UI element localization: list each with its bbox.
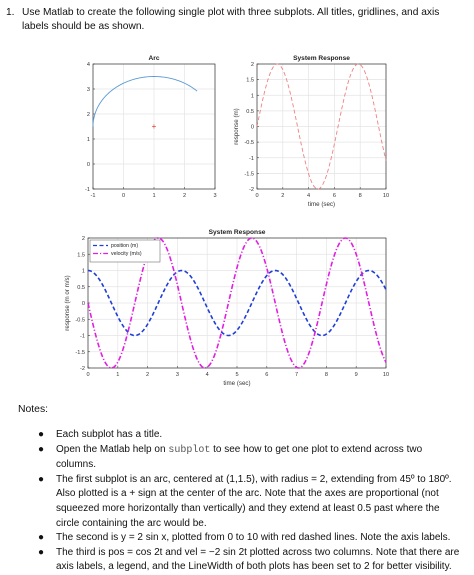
tick-label-y: 0 <box>86 162 90 168</box>
tick-label-x: 0 <box>255 193 259 199</box>
matlab-figure <box>0 48 474 396</box>
tick-label-x: 0 <box>86 372 90 378</box>
tick-label-x: -1 <box>90 193 96 199</box>
chart-title: System Response <box>208 229 266 236</box>
tick-label-y: -1 <box>80 333 85 340</box>
tick-label-y: -0.5 <box>244 140 254 147</box>
tick-label-y: 1 <box>250 93 254 100</box>
note-text: Each subplot has a title. <box>56 429 163 440</box>
legend-label: velocity (m/s) <box>111 251 142 257</box>
tick-label-x: 1 <box>152 193 156 199</box>
bullet-icon: ● <box>38 443 45 455</box>
x-axis-label: time (sec) <box>307 201 336 208</box>
subplot-system-response-wide <box>64 229 389 387</box>
tick-label-x: 4 <box>307 193 311 199</box>
note-item <box>0 428 468 443</box>
tick-label-y: -2 <box>80 366 85 372</box>
x-axis-label: time (sec) <box>223 380 251 387</box>
chart-title: Arc <box>148 55 160 62</box>
tick-label-x: 10 <box>382 193 390 199</box>
tick-label-y: 0.5 <box>77 284 85 291</box>
note-code-subplot: subplot <box>168 444 211 456</box>
tick-label-x: 8 <box>358 193 362 199</box>
tick-label-x: 1 <box>116 372 120 378</box>
tick-label-x: 8 <box>324 372 328 378</box>
bullet-icon: ● <box>38 532 45 544</box>
tick-label-y: 0 <box>250 124 254 131</box>
tick-label-y: 2 <box>250 62 254 68</box>
note-text: Open the Matlab help on <box>56 443 169 455</box>
tick-label-x: 3 <box>175 372 179 378</box>
y-axis-label: response (m or m/s) <box>64 275 71 331</box>
tick-label-x: 2 <box>182 193 187 199</box>
tick-label-y: 1.5 <box>246 77 254 84</box>
tick-label-y: 0.5 <box>246 108 254 115</box>
tick-label-y: 0 <box>81 301 85 307</box>
tick-label-y: 1 <box>81 268 85 275</box>
note-text: to see how to get one plot to extend across two columns. <box>56 443 423 471</box>
tick-label-x: 10 <box>382 372 390 378</box>
chart-title: System Response <box>293 55 350 62</box>
tick-label-x: 7 <box>295 372 299 378</box>
tick-label-y: 2 <box>86 112 90 118</box>
tick-label-x: 2 <box>281 193 285 199</box>
tick-label-y: -1.5 <box>75 349 85 356</box>
y-axis-label: response (m) <box>233 108 240 145</box>
note-text: The first subplot is an arc, centered at (1,1.5), with radius = 2, extending from 45º to 180º. Also plotted is a + sign at the center of the arc. Note that the axes are proportional (not squeezed more horizontally than vertically) and they extend at least 0.5 past where the circle containing the arc would be. <box>56 473 452 529</box>
bullet-icon: ● <box>38 429 45 440</box>
question-number: 1. <box>6 7 15 18</box>
tick-label-y: -1 <box>249 155 254 162</box>
notes-heading: Notes: <box>18 404 49 415</box>
tick-label-x: 0 <box>121 193 126 199</box>
tick-label-y: -0.5 <box>75 317 85 324</box>
tick-label-x: 9 <box>354 372 358 378</box>
notes-list <box>0 428 468 575</box>
note-item <box>0 443 468 473</box>
tick-label-x: 4 <box>205 372 209 378</box>
tick-label-x: 5 <box>235 372 239 378</box>
tick-label-y: 4 <box>86 62 90 68</box>
bullet-icon: ● <box>38 473 45 485</box>
note-text: The third is pos = cos 2t and vel = −2 sin 2t plotted across two columns. Note that there are axis labels, a legend, and the LineWidth of both plots has been set to 2 for better visibility. <box>56 546 460 573</box>
question-text: Use Matlab to create the following single plot with three subplots. All titles, gridlines, and axis labels should be as shown. <box>22 7 440 32</box>
tick-label-y: -2 <box>249 187 254 193</box>
legend-label: position (m) <box>111 243 139 249</box>
tick-label-y: -1 <box>85 187 90 193</box>
note-item <box>0 531 468 546</box>
note-item <box>0 473 468 531</box>
tick-label-x: 2 <box>146 372 150 378</box>
tick-label-y: 3 <box>86 87 90 93</box>
tick-label-y: -1.5 <box>244 171 254 178</box>
subplot-arc <box>85 55 217 199</box>
note-text: The second is y = 2 sin x, plotted from 0 to 10 with red dashed lines. Note the axis labels. <box>56 532 451 544</box>
center-marker: + <box>151 122 157 132</box>
subplot-system-response-sine <box>233 55 389 208</box>
tick-label-x: 6 <box>332 193 336 199</box>
bullet-icon: ● <box>38 546 45 558</box>
tick-label-x: 6 <box>265 372 269 378</box>
tick-label-y: 1.5 <box>77 252 85 259</box>
tick-label-x: 3 <box>213 193 217 199</box>
tick-label-y: 2 <box>81 236 85 242</box>
tick-label-y: 1 <box>86 137 90 143</box>
